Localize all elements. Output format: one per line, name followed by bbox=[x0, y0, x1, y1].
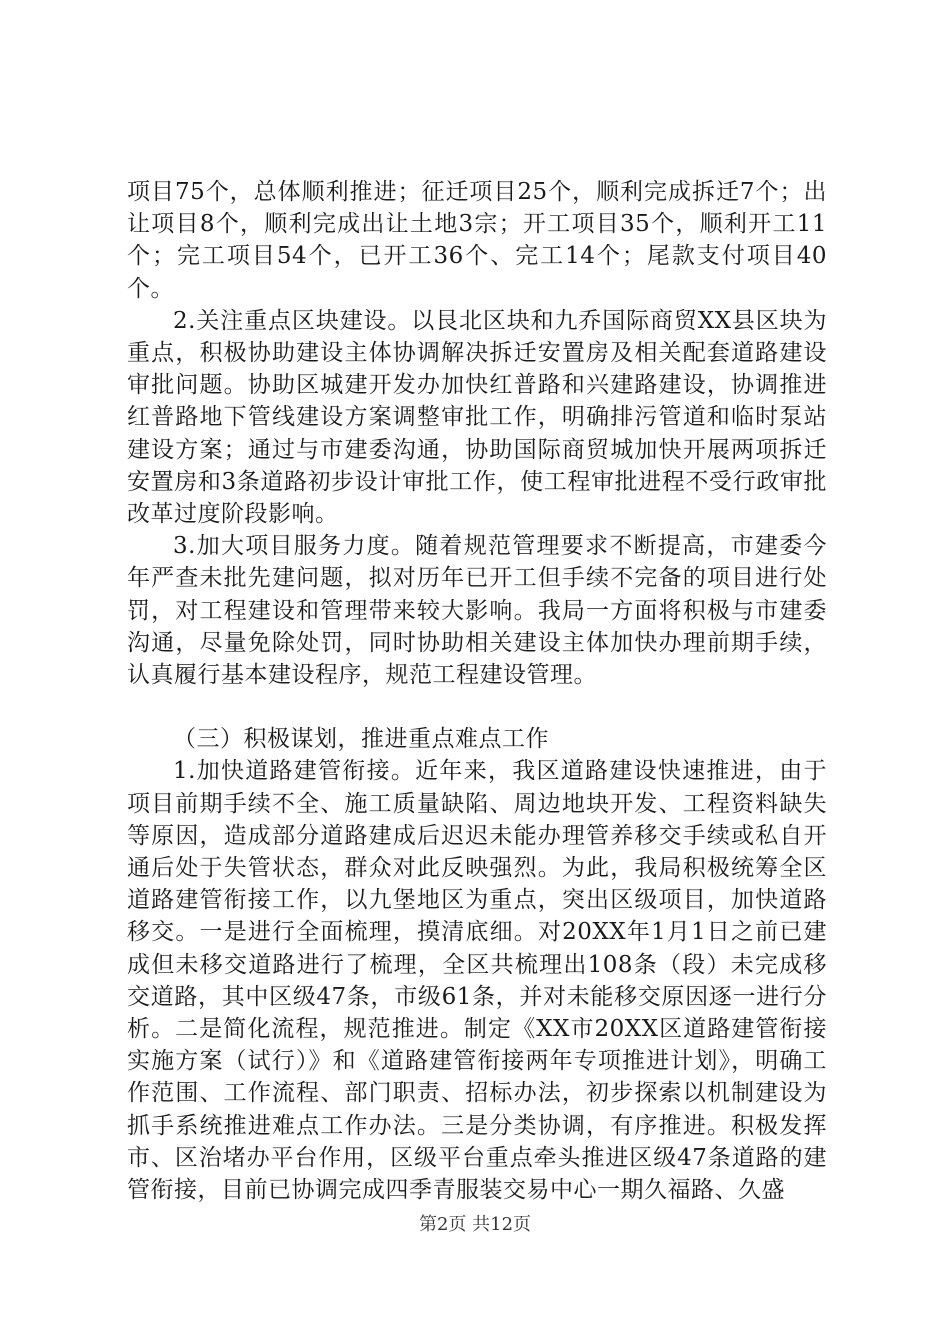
page-footer: 第2页 共12页 bbox=[418, 1214, 532, 1235]
paragraph-project-service: 3.加大项目服务力度。随着规范管理要求不断提高，市建委今年严查未批先建问题，拟对历年已开工但手续不完备的项目进行处罚，对工程建设和管理带来较大影响。我局一方面将积极与市建委沟通，尽量免除处罚，同时协助相关建设主体加快办理前期手续，认真履行基本建设程序，规范工程建设管理。 bbox=[127, 533, 827, 689]
document-body bbox=[127, 176, 827, 1206]
paragraph-road-handover: 1.加快道路建管衔接。近年来，我区道路建设快速推进，由于项目前期手续不全、施工质量缺陷、周边地块开发、工程资料缺失等原因，造成部分道路建成后迟迟未能办理管养移交手续或私自开通后处于失管状态，群众对此反映强烈。为此，我局积极统筹全区道路建管衔接工作，以九堡地区为重点，突出区级项目，加快道路移交。一是进行全面梳理，摸清底细。对20XX年1月1日之前已建成但未移交道路进行了梳理，全区共梳理出108条（段）未完成移交道路，其中区级47条，市级61条，并对未能移交原因逐一进行分析。二是简化流程，规范推进。制定《XX市20XX区道路建管衔接实施方案（试行）》和《道路建管衔接两年专项推进计划》，明确工作范围、工作流程、部门职责、招标办法，初步探索以机制建设为抓手系统推进难点工作办法。三是分类协调，有序推进。积极发挥市、区治堵办平台作用，区级平台重点牵头推进区级47条道路的建管衔接，目前已协调完成四季青服装交易中心一期久福路、久盛 bbox=[127, 758, 827, 1204]
paragraph-project-stats: 项目75个，总体顺利推进；征迁项目25个，顺利完成拆迁7个；出让项目8个，顺利完成出让土地3宗；开工项目35个，顺利开工11个；完工项目54个，已开工36个、完工14个；尾款支付项目40个。 bbox=[127, 179, 827, 302]
paragraph-key-block-construction: 2.关注重点区块建设。以艮北区块和九乔国际商贸XX县区块为重点，积极协助建设主体协调解决拆迁安置房及相关配套道路建设审批问题。协助区城建开发办加快红普路和兴建路建设，协调推进红普路地下管线建设方案调整审批工作，明确排污管道和临时泵站建设方案；通过与市建委沟通，协助国际商贸城加快开展两项拆迁安置房和3条道路初步设计审批工作，使工程审批进程不受行政审批改革过度阶段影响。 bbox=[127, 307, 827, 528]
section-heading: （三）积极谋划，推进重点难点工作 bbox=[173, 726, 549, 753]
